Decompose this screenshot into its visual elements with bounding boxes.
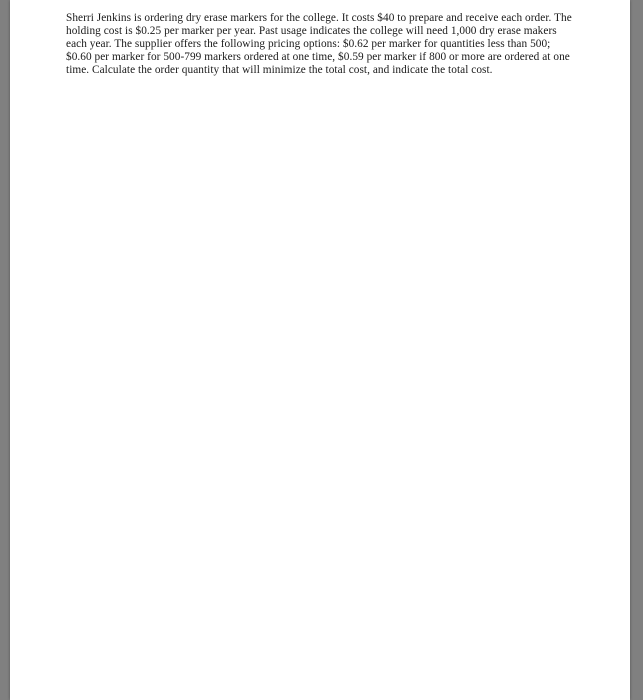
document-page [10,0,630,700]
problem-paragraph: Sherri Jenkins is ordering dry erase markers for the college. It costs $40 to prepare and receive each order. The holding cost is $0.25 per marker per year. Past usage indicates the college will need 1,000 dry erase makers each year. The supplier offers the following pricing options: $0.62 per marker for quantities less than 500; $0.60 per marker for 500-799 markers ordered at one time, $0.59 per marker if 800 or more are ordered at one time. Calculate the order quantity that will minimize the total cost, and indicate the total cost. [66,12,572,76]
